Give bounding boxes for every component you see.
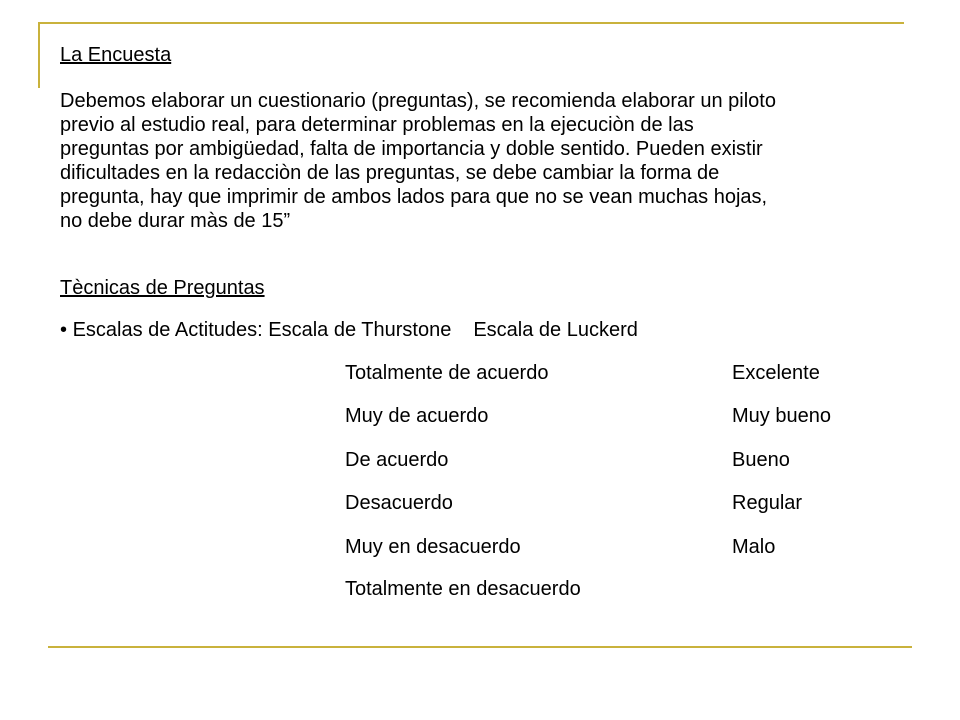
left-rule (38, 22, 40, 88)
bottom-rule (48, 646, 912, 648)
luckerd-item: Muy bueno (732, 405, 831, 427)
top-rule (38, 22, 904, 24)
thurstone-item: Totalmente en desacuerdo (345, 578, 581, 600)
subheading: Tècnicas de Preguntas (60, 277, 265, 299)
bullet-second-label: Escala de Luckerd (473, 319, 638, 341)
thurstone-item: Totalmente de acuerdo (345, 362, 549, 384)
thurstone-item: Muy en desacuerdo (345, 536, 521, 558)
thurstone-item: Muy de acuerdo (345, 405, 489, 427)
thurstone-item: De acuerdo (345, 449, 449, 471)
bullet-marker: • (60, 319, 68, 341)
paragraph-line: Debemos elaborar un cuestionario (preguntas), se recomienda elaborar un piloto (60, 90, 776, 112)
paragraph-line: dificultades en la redacciòn de las preguntas, se debe cambiar la forma de (60, 162, 720, 184)
slide-heading: La Encuesta (60, 44, 172, 66)
body-paragraph (60, 89, 910, 233)
paragraph-line: no debe durar màs de 15” (60, 210, 291, 232)
paragraph-line: preguntas por ambigüedad, falta de importancia y doble sentido. Pueden existir (60, 138, 763, 160)
luckerd-item: Excelente (732, 362, 820, 384)
luckerd-item: Malo (732, 536, 776, 558)
bullet-item (60, 318, 638, 342)
thurstone-item: Desacuerdo (345, 492, 453, 514)
luckerd-item: Bueno (732, 449, 790, 471)
paragraph-line: pregunta, hay que imprimir de ambos lados para que no se vean muchas hojas, (60, 186, 768, 208)
luckerd-item: Regular (732, 492, 803, 514)
paragraph-line: previo al estudio real, para determinar problemas en la ejecuciòn de las (60, 114, 694, 136)
bullet-label: Escalas de Actitudes: Escala de Thurstone (72, 319, 452, 341)
